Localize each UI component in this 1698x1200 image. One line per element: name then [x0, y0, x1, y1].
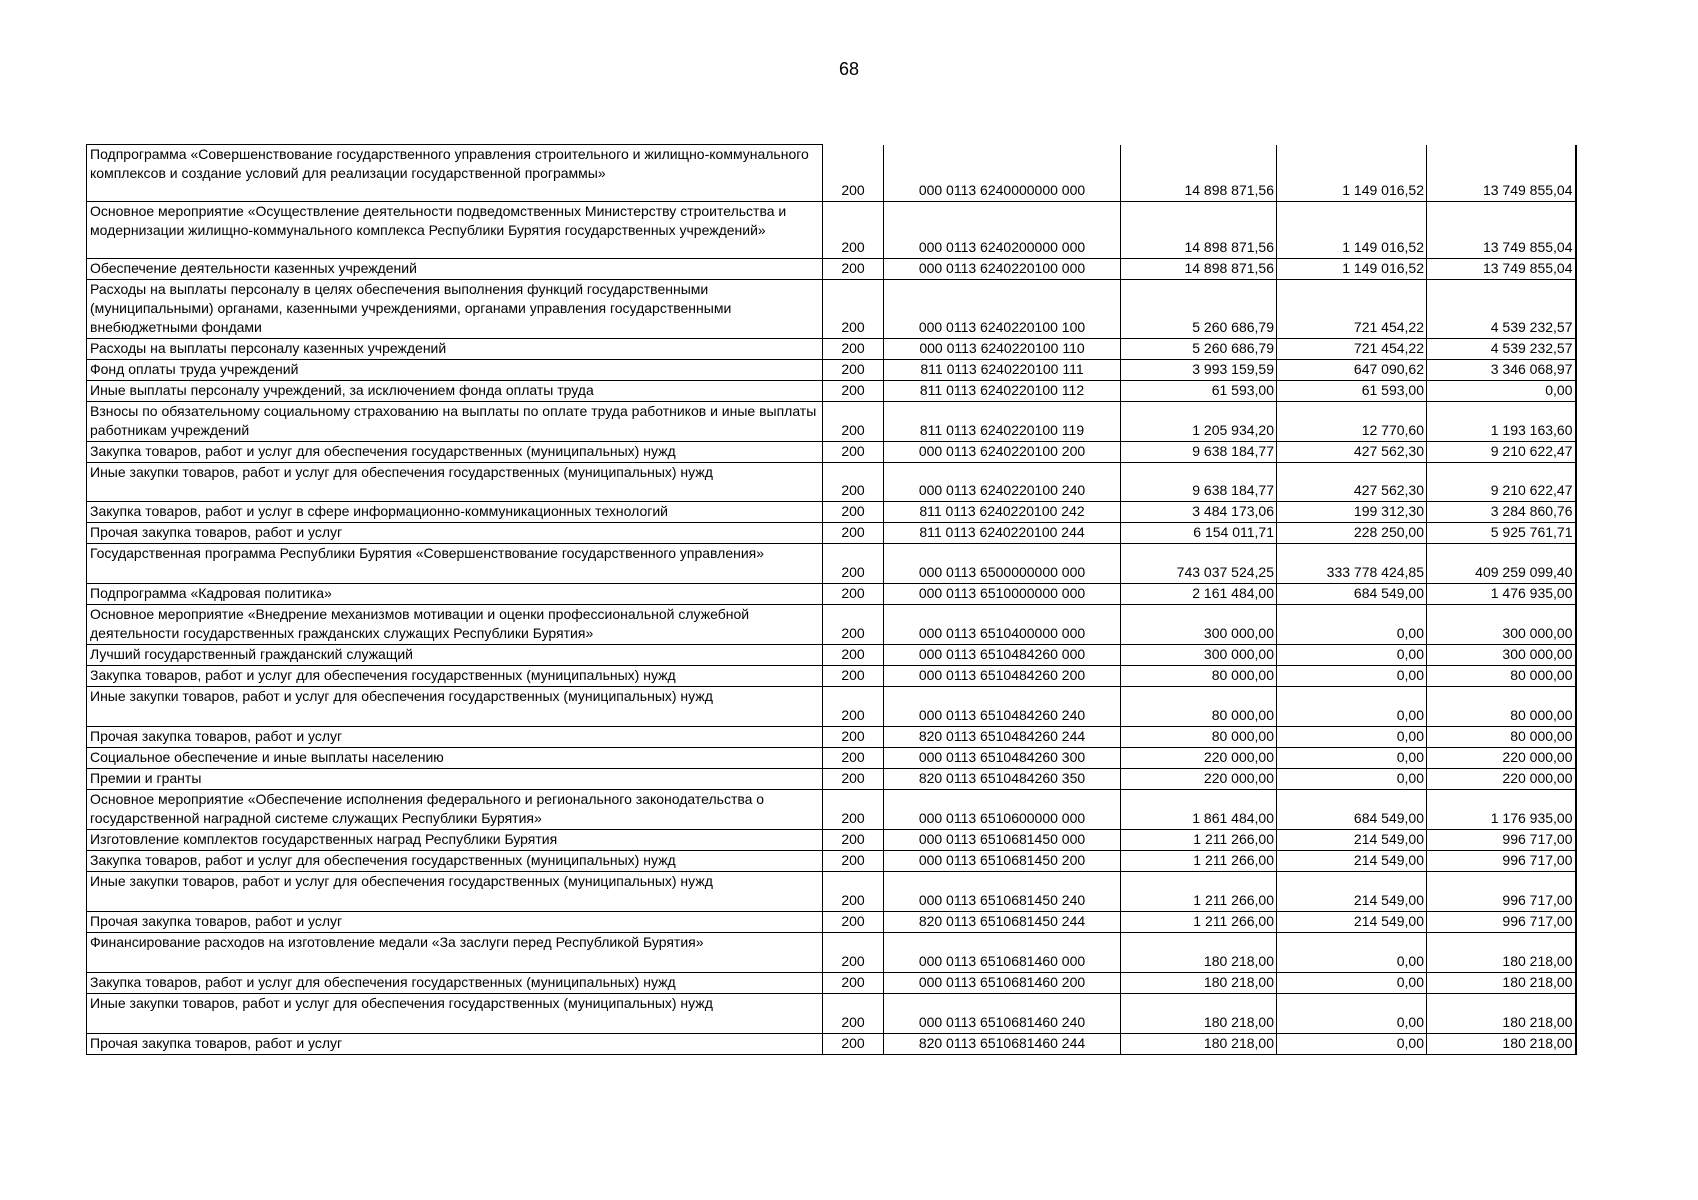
row-name: Фонд оплаты труда учреждений — [87, 360, 823, 381]
row-name: Закупка товаров, работ и услуг для обеспечения государственных (муниципальных) нужд — [87, 973, 823, 994]
row-remaining-amount: 0,00 — [1427, 381, 1576, 402]
row-executed-amount: 0,00 — [1277, 605, 1427, 645]
row-name: Иные закупки товаров, работ и услуг для обеспечения государственных (муниципальных) нужд — [87, 463, 823, 502]
row-remaining-amount: 1 476 935,00 — [1427, 584, 1576, 605]
row-approved-amount: 14 898 871,56 — [1121, 145, 1277, 202]
row-executed-amount: 0,00 — [1277, 727, 1427, 748]
row-budget-code: 811 0113 6240220100 119 — [884, 402, 1121, 442]
row-remaining-amount: 80 000,00 — [1427, 687, 1576, 727]
row-name: Прочая закупка товаров, работ и услуг — [87, 727, 823, 748]
row-budget-code: 811 0113 6240220100 242 — [884, 502, 1121, 523]
row-approved-amount: 2 161 484,00 — [1121, 584, 1277, 605]
row-line-code: 200 — [823, 360, 884, 381]
row-approved-amount: 180 218,00 — [1121, 933, 1277, 973]
table-row — [87, 259, 1576, 280]
row-executed-amount: 0,00 — [1277, 1034, 1427, 1055]
row-budget-code: 000 0113 6240220100 100 — [884, 280, 1121, 339]
row-executed-amount: 427 562,30 — [1277, 463, 1427, 502]
row-remaining-amount: 220 000,00 — [1427, 748, 1576, 769]
table-row — [87, 502, 1576, 523]
row-executed-amount: 684 549,00 — [1277, 790, 1427, 830]
row-remaining-amount: 996 717,00 — [1427, 872, 1576, 912]
row-budget-code: 811 0113 6240220100 112 — [884, 381, 1121, 402]
row-executed-amount: 427 562,30 — [1277, 442, 1427, 463]
row-budget-code: 000 0113 6240220100 200 — [884, 442, 1121, 463]
row-approved-amount: 1 211 266,00 — [1121, 912, 1277, 933]
row-executed-amount: 0,00 — [1277, 645, 1427, 666]
row-line-code: 200 — [823, 544, 884, 584]
row-name: Социальное обеспечение и иные выплаты населению — [87, 748, 823, 769]
row-executed-amount: 1 149 016,52 — [1277, 202, 1427, 259]
row-line-code: 200 — [823, 769, 884, 790]
table-row — [87, 202, 1576, 259]
row-approved-amount: 3 484 173,06 — [1121, 502, 1277, 523]
row-executed-amount: 214 549,00 — [1277, 872, 1427, 912]
row-line-code: 200 — [823, 645, 884, 666]
row-executed-amount: 0,00 — [1277, 769, 1427, 790]
row-name: Иные закупки товаров, работ и услуг для обеспечения государственных (муниципальных) нужд — [87, 994, 823, 1034]
row-approved-amount: 1 211 266,00 — [1121, 830, 1277, 851]
row-remaining-amount: 300 000,00 — [1427, 645, 1576, 666]
row-name: Лучший государственный гражданский служащий — [87, 645, 823, 666]
table-row — [87, 544, 1576, 584]
row-budget-code: 000 0113 6510681460 200 — [884, 973, 1121, 994]
table-row — [87, 463, 1576, 502]
row-line-code: 200 — [823, 381, 884, 402]
row-budget-code: 820 0113 6510484260 350 — [884, 769, 1121, 790]
row-name: Прочая закупка товаров, работ и услуг — [87, 1034, 823, 1055]
row-name: Премии и гранты — [87, 769, 823, 790]
row-line-code: 200 — [823, 442, 884, 463]
row-executed-amount: 214 549,00 — [1277, 830, 1427, 851]
row-remaining-amount: 80 000,00 — [1427, 666, 1576, 687]
row-remaining-amount: 300 000,00 — [1427, 605, 1576, 645]
table-row — [87, 584, 1576, 605]
row-remaining-amount: 13 749 855,04 — [1427, 202, 1576, 259]
row-executed-amount: 199 312,30 — [1277, 502, 1427, 523]
row-budget-code: 000 0113 6510681450 200 — [884, 851, 1121, 872]
row-approved-amount: 5 260 686,79 — [1121, 280, 1277, 339]
row-name: Обеспечение деятельности казенных учреждений — [87, 259, 823, 280]
row-approved-amount: 5 260 686,79 — [1121, 339, 1277, 360]
row-budget-code: 000 0113 6500000000 000 — [884, 544, 1121, 584]
row-executed-amount: 0,00 — [1277, 973, 1427, 994]
row-budget-code: 000 0113 6510000000 000 — [884, 584, 1121, 605]
row-approved-amount: 220 000,00 — [1121, 748, 1277, 769]
row-budget-code: 000 0113 6510600000 000 — [884, 790, 1121, 830]
row-remaining-amount: 5 925 761,71 — [1427, 523, 1576, 544]
row-budget-code: 000 0113 6510681460 000 — [884, 933, 1121, 973]
row-name: Прочая закупка товаров, работ и услуг — [87, 523, 823, 544]
row-remaining-amount: 220 000,00 — [1427, 769, 1576, 790]
row-remaining-amount: 996 717,00 — [1427, 851, 1576, 872]
row-remaining-amount: 9 210 622,47 — [1427, 463, 1576, 502]
row-budget-code: 820 0113 6510484260 244 — [884, 727, 1121, 748]
row-name: Основное мероприятие «Обеспечение исполнения федерального и регионального законодательства о государственной наградной системе служащих Республики Бурятия» — [87, 790, 823, 830]
row-line-code: 200 — [823, 666, 884, 687]
row-approved-amount: 180 218,00 — [1121, 973, 1277, 994]
row-line-code: 200 — [823, 605, 884, 645]
row-executed-amount: 1 149 016,52 — [1277, 145, 1427, 202]
row-remaining-amount: 13 749 855,04 — [1427, 145, 1576, 202]
row-remaining-amount: 80 000,00 — [1427, 727, 1576, 748]
table-row — [87, 666, 1576, 687]
table-row — [87, 872, 1576, 912]
row-budget-code: 000 0113 6240000000 000 — [884, 145, 1121, 202]
row-name: Иные закупки товаров, работ и услуг для обеспечения государственных (муниципальных) нужд — [87, 687, 823, 727]
row-name: Иные закупки товаров, работ и услуг для обеспечения государственных (муниципальных) нужд — [87, 872, 823, 912]
row-executed-amount: 684 549,00 — [1277, 584, 1427, 605]
row-budget-code: 811 0113 6240220100 244 — [884, 523, 1121, 544]
row-line-code: 200 — [823, 727, 884, 748]
table-row — [87, 339, 1576, 360]
table-row — [87, 769, 1576, 790]
row-budget-code: 000 0113 6240220100 240 — [884, 463, 1121, 502]
row-line-code: 200 — [823, 912, 884, 933]
row-approved-amount: 1 211 266,00 — [1121, 872, 1277, 912]
row-budget-code: 000 0113 6510484260 300 — [884, 748, 1121, 769]
row-budget-code: 000 0113 6240200000 000 — [884, 202, 1121, 259]
table-row — [87, 994, 1576, 1034]
row-name: Государственная программа Республики Бурятия «Совершенствование государственного управления» — [87, 544, 823, 584]
row-approved-amount: 220 000,00 — [1121, 769, 1277, 790]
row-executed-amount: 228 250,00 — [1277, 523, 1427, 544]
row-name: Основное мероприятие «Внедрение механизмов мотивации и оценки профессиональной служебной деятельности государственных гражданских служащих Республики Бурятия» — [87, 605, 823, 645]
row-name: Иные выплаты персоналу учреждений, за исключением фонда оплаты труда — [87, 381, 823, 402]
row-remaining-amount: 3 346 068,97 — [1427, 360, 1576, 381]
row-approved-amount: 14 898 871,56 — [1121, 259, 1277, 280]
row-approved-amount: 80 000,00 — [1121, 666, 1277, 687]
row-approved-amount: 80 000,00 — [1121, 727, 1277, 748]
row-name: Финансирование расходов на изготовление медали «За заслуги перед Республикой Бурятия» — [87, 933, 823, 973]
row-name: Расходы на выплаты персоналу казенных учреждений — [87, 339, 823, 360]
table-row — [87, 442, 1576, 463]
row-name: Прочая закупка товаров, работ и услуг — [87, 912, 823, 933]
table-row — [87, 605, 1576, 645]
row-approved-amount: 1 861 484,00 — [1121, 790, 1277, 830]
row-approved-amount: 9 638 184,77 — [1121, 442, 1277, 463]
table-body — [87, 145, 1576, 1055]
row-line-code: 200 — [823, 1034, 884, 1055]
row-approved-amount: 743 037 524,25 — [1121, 544, 1277, 584]
row-budget-code: 820 0113 6510681450 244 — [884, 912, 1121, 933]
table-row — [87, 381, 1576, 402]
row-name: Закупка товаров, работ и услуг для обеспечения государственных (муниципальных) нужд — [87, 666, 823, 687]
row-line-code: 200 — [823, 851, 884, 872]
row-line-code: 200 — [823, 463, 884, 502]
table-row — [87, 645, 1576, 666]
row-budget-code: 000 0113 6510681450 000 — [884, 830, 1121, 851]
row-executed-amount: 721 454,22 — [1277, 339, 1427, 360]
table-row — [87, 402, 1576, 442]
row-name: Взносы по обязательному социальному страхованию на выплаты по оплате труда работников и иные выплаты работникам учреждений — [87, 402, 823, 442]
budget-table — [86, 144, 1577, 1055]
row-executed-amount: 0,00 — [1277, 994, 1427, 1034]
row-line-code: 200 — [823, 973, 884, 994]
row-approved-amount: 180 218,00 — [1121, 1034, 1277, 1055]
row-executed-amount: 214 549,00 — [1277, 912, 1427, 933]
row-executed-amount: 214 549,00 — [1277, 851, 1427, 872]
row-line-code: 200 — [823, 502, 884, 523]
table-row — [87, 748, 1576, 769]
row-remaining-amount: 1 176 935,00 — [1427, 790, 1576, 830]
row-line-code: 200 — [823, 145, 884, 202]
row-remaining-amount: 996 717,00 — [1427, 912, 1576, 933]
row-remaining-amount: 180 218,00 — [1427, 1034, 1576, 1055]
row-executed-amount: 0,00 — [1277, 933, 1427, 973]
row-line-code: 200 — [823, 339, 884, 360]
row-executed-amount: 12 770,60 — [1277, 402, 1427, 442]
row-remaining-amount: 4 539 232,57 — [1427, 339, 1576, 360]
row-executed-amount: 0,00 — [1277, 748, 1427, 769]
table-row — [87, 360, 1576, 381]
row-executed-amount: 721 454,22 — [1277, 280, 1427, 339]
table-row — [87, 523, 1576, 544]
table-row — [87, 1034, 1576, 1055]
row-line-code: 200 — [823, 994, 884, 1034]
row-name: Закупка товаров, работ и услуг для обеспечения государственных (муниципальных) нужд — [87, 442, 823, 463]
row-name: Закупка товаров, работ и услуг в сфере информационно-коммуникационных технологий — [87, 502, 823, 523]
table-row — [87, 933, 1576, 973]
row-remaining-amount: 1 193 163,60 — [1427, 402, 1576, 442]
row-name: Расходы на выплаты персоналу в целях обеспечения выполнения функций государственными (муниципальными) органами, казенными учреждениями, органами управления государственными внебюджетными фондами — [87, 280, 823, 339]
table-row — [87, 145, 1576, 202]
row-remaining-amount: 180 218,00 — [1427, 973, 1576, 994]
row-name: Закупка товаров, работ и услуг для обеспечения государственных (муниципальных) нужд — [87, 851, 823, 872]
row-budget-code: 000 0113 6510681450 240 — [884, 872, 1121, 912]
row-approved-amount: 300 000,00 — [1121, 645, 1277, 666]
row-name: Подпрограмма «Кадровая политика» — [87, 584, 823, 605]
row-line-code: 200 — [823, 280, 884, 339]
row-approved-amount: 80 000,00 — [1121, 687, 1277, 727]
row-approved-amount: 300 000,00 — [1121, 605, 1277, 645]
table-row — [87, 973, 1576, 994]
row-remaining-amount: 13 749 855,04 — [1427, 259, 1576, 280]
row-line-code: 200 — [823, 748, 884, 769]
table-row — [87, 830, 1576, 851]
row-budget-code: 000 0113 6510484260 240 — [884, 687, 1121, 727]
row-approved-amount: 1 211 266,00 — [1121, 851, 1277, 872]
row-executed-amount: 1 149 016,52 — [1277, 259, 1427, 280]
row-remaining-amount: 996 717,00 — [1427, 830, 1576, 851]
row-budget-code: 000 0113 6510484260 000 — [884, 645, 1121, 666]
row-budget-code: 000 0113 6240220100 110 — [884, 339, 1121, 360]
row-budget-code: 000 0113 6510484260 200 — [884, 666, 1121, 687]
row-executed-amount: 333 778 424,85 — [1277, 544, 1427, 584]
table-row — [87, 912, 1576, 933]
row-line-code: 200 — [823, 830, 884, 851]
row-approved-amount: 14 898 871,56 — [1121, 202, 1277, 259]
table-row — [87, 727, 1576, 748]
row-budget-code: 000 0113 6510681460 240 — [884, 994, 1121, 1034]
row-line-code: 200 — [823, 790, 884, 830]
row-approved-amount: 9 638 184,77 — [1121, 463, 1277, 502]
row-remaining-amount: 9 210 622,47 — [1427, 442, 1576, 463]
row-approved-amount: 1 205 934,20 — [1121, 402, 1277, 442]
row-remaining-amount: 4 539 232,57 — [1427, 280, 1576, 339]
row-remaining-amount: 409 259 099,40 — [1427, 544, 1576, 584]
row-line-code: 200 — [823, 933, 884, 973]
row-budget-code: 000 0113 6240220100 000 — [884, 259, 1121, 280]
row-remaining-amount: 180 218,00 — [1427, 933, 1576, 973]
row-approved-amount: 180 218,00 — [1121, 994, 1277, 1034]
row-approved-amount: 61 593,00 — [1121, 381, 1277, 402]
row-line-code: 200 — [823, 402, 884, 442]
row-line-code: 200 — [823, 523, 884, 544]
row-executed-amount: 0,00 — [1277, 687, 1427, 727]
row-name: Основное мероприятие «Осуществление деятельности подведомственных Министерству строительства и модернизации жилищно-коммунального комплекса Республики Бурятия государственных учреждений» — [87, 202, 823, 259]
row-line-code: 200 — [823, 584, 884, 605]
row-executed-amount: 0,00 — [1277, 666, 1427, 687]
page-number: 68 — [838, 59, 860, 79]
table-row — [87, 790, 1576, 830]
row-budget-code: 820 0113 6510681460 244 — [884, 1034, 1121, 1055]
row-line-code: 200 — [823, 259, 884, 280]
table-row — [87, 280, 1576, 339]
table-row — [87, 851, 1576, 872]
table-row — [87, 687, 1576, 727]
row-remaining-amount: 3 284 860,76 — [1427, 502, 1576, 523]
row-budget-code: 811 0113 6240220100 111 — [884, 360, 1121, 381]
row-name: Изготовление комплектов государственных наград Республики Бурятия — [87, 830, 823, 851]
row-approved-amount: 6 154 011,71 — [1121, 523, 1277, 544]
row-name: Подпрограмма «Совершенствование государственного управления строительного и жилищно-коммунального комплексов и создание условий для реализации государственной программы» — [87, 145, 823, 202]
row-budget-code: 000 0113 6510400000 000 — [884, 605, 1121, 645]
row-line-code: 200 — [823, 687, 884, 727]
row-approved-amount: 3 993 159,59 — [1121, 360, 1277, 381]
row-line-code: 200 — [823, 872, 884, 912]
row-executed-amount: 61 593,00 — [1277, 381, 1427, 402]
row-executed-amount: 647 090,62 — [1277, 360, 1427, 381]
row-remaining-amount: 180 218,00 — [1427, 994, 1576, 1034]
row-line-code: 200 — [823, 202, 884, 259]
